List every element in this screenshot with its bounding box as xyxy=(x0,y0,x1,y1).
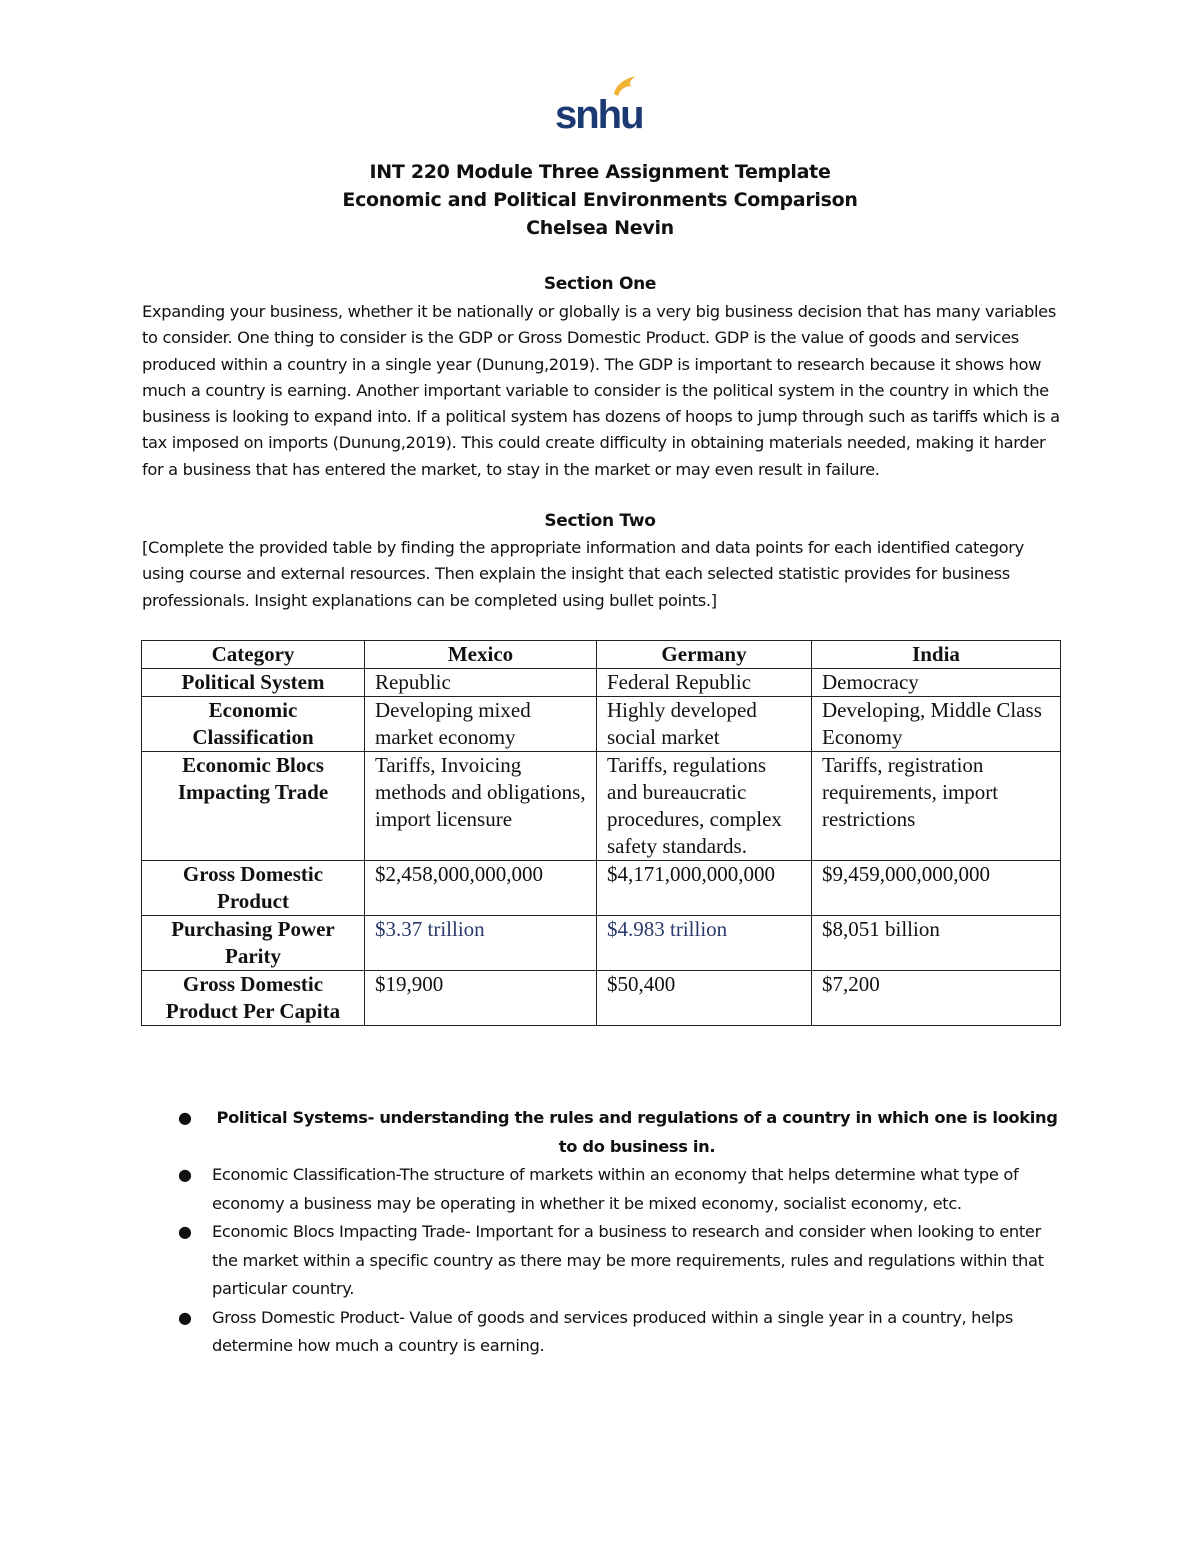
row-category: Economic Classification xyxy=(142,697,365,752)
document-subtitle: Economic and Political Environments Comparison xyxy=(342,189,858,211)
germany-cell: Tariffs, regulations and bureaucratic procedures, complex safety standards. xyxy=(597,752,812,861)
table-row xyxy=(142,861,1061,916)
snhu-logo xyxy=(552,72,648,134)
india-cell: $8,051 billion xyxy=(812,916,1061,971)
section-one-paragraph: Expanding your business, whether it be nationally or globally is a very big business decision that has many variables to consider. One thing to consider is the GDP or Gross Domestic Product. GDP is the value of goods and services produced within a country in a single year (Dunung,2019). The GDP is important to research because it shows how much a country is earning. Another important variable to consider is the political system in the country in which the business is looking to expand into. If a political system has dozens of hoops to jump through such as tariffs which is a tax imposed on imports (Dunung,2019). This could create difficulty in obtaining materials needed, making it harder for a business that has entered the market, to stay in the market or may even result in failure. xyxy=(142,302,1060,479)
mexico-cell: $3.37 trillion xyxy=(365,916,597,971)
row-category: Gross Domestic Product Per Capita xyxy=(142,971,365,1026)
mexico-cell: Tariffs, Invoicing methods and obligations, import licensure xyxy=(365,752,597,861)
bullet-icon: ● xyxy=(178,1222,192,1241)
list-item xyxy=(142,1104,1062,1161)
column-header: Category xyxy=(142,641,365,669)
mexico-cell: $19,900 xyxy=(365,971,597,1026)
section-two-instructions: [Complete the provided table by finding the appropriate information and data points for each identified category using course and external resources. Then explain the insight that each selected statistic provides for business professionals. Insight explanations can be completed using bullet points.] xyxy=(142,538,1024,610)
mexico-cell: $2,458,000,000,000 xyxy=(365,861,597,916)
document-title-block xyxy=(0,158,1200,242)
section-two-heading: Section Two xyxy=(544,511,656,531)
comparison-table xyxy=(141,640,1061,1026)
column-header: India xyxy=(812,641,1061,669)
table-row xyxy=(142,697,1061,752)
mexico-cell: Developing mixed market economy xyxy=(365,697,597,752)
bullet-text: Economic Classification-The structure of markets within an economy that helps determine what type of economy a business may be operating in whether it be mixed economy, socialist economy, etc. xyxy=(212,1165,1019,1213)
row-category: Political System xyxy=(142,669,365,697)
india-cell: $7,200 xyxy=(812,971,1061,1026)
bullet-icon: ● xyxy=(178,1165,192,1184)
bullet-icon: ● xyxy=(178,1108,192,1127)
table-header-row xyxy=(142,641,1061,669)
table-row xyxy=(142,669,1061,697)
logo-text: snhu xyxy=(555,93,643,134)
list-item xyxy=(142,1304,1062,1361)
bullet-text: Political Systems- understanding the rules and regulations of a country in which one is looking to do business in. xyxy=(216,1108,1058,1156)
table-row xyxy=(142,752,1061,861)
list-item xyxy=(142,1218,1062,1304)
india-cell: $9,459,000,000,000 xyxy=(812,861,1061,916)
row-category: Gross Domestic Product xyxy=(142,861,365,916)
germany-cell: $4,171,000,000,000 xyxy=(597,861,812,916)
insight-bullet-list xyxy=(142,1104,1062,1361)
bullet-text: Gross Domestic Product- Value of goods and services produced within a single year in a country, helps determine how much a country is earning. xyxy=(212,1307,1014,1355)
germany-cell: Federal Republic xyxy=(597,669,812,697)
india-cell: Developing, Middle Class Economy xyxy=(812,697,1061,752)
column-header: Germany xyxy=(597,641,812,669)
document-title: INT 220 Module Three Assignment Template xyxy=(369,161,831,183)
row-category: Purchasing Power Parity xyxy=(142,916,365,971)
row-category: Economic Blocs Impacting Trade xyxy=(142,752,365,861)
section-one-heading: Section One xyxy=(543,274,657,294)
table-row xyxy=(142,916,1061,971)
column-header: Mexico xyxy=(365,641,597,669)
india-cell: Democracy xyxy=(812,669,1061,697)
mexico-cell: Republic xyxy=(365,669,597,697)
india-cell: Tariffs, registration requirements, import restrictions xyxy=(812,752,1061,861)
germany-cell: Highly developed social market xyxy=(597,697,812,752)
germany-cell: $4.983 trillion xyxy=(597,916,812,971)
bullet-icon: ● xyxy=(178,1307,192,1327)
table-row xyxy=(142,971,1061,1026)
author-name: Chelsea Nevin xyxy=(526,217,674,239)
bullet-text: Economic Blocs Impacting Trade- Important for a business to research and consider when looking to enter the market within a specific country as there may be more requirements, rules and regulations within that particular country. xyxy=(212,1222,1044,1298)
list-item xyxy=(142,1161,1062,1218)
germany-cell: $50,400 xyxy=(597,971,812,1026)
